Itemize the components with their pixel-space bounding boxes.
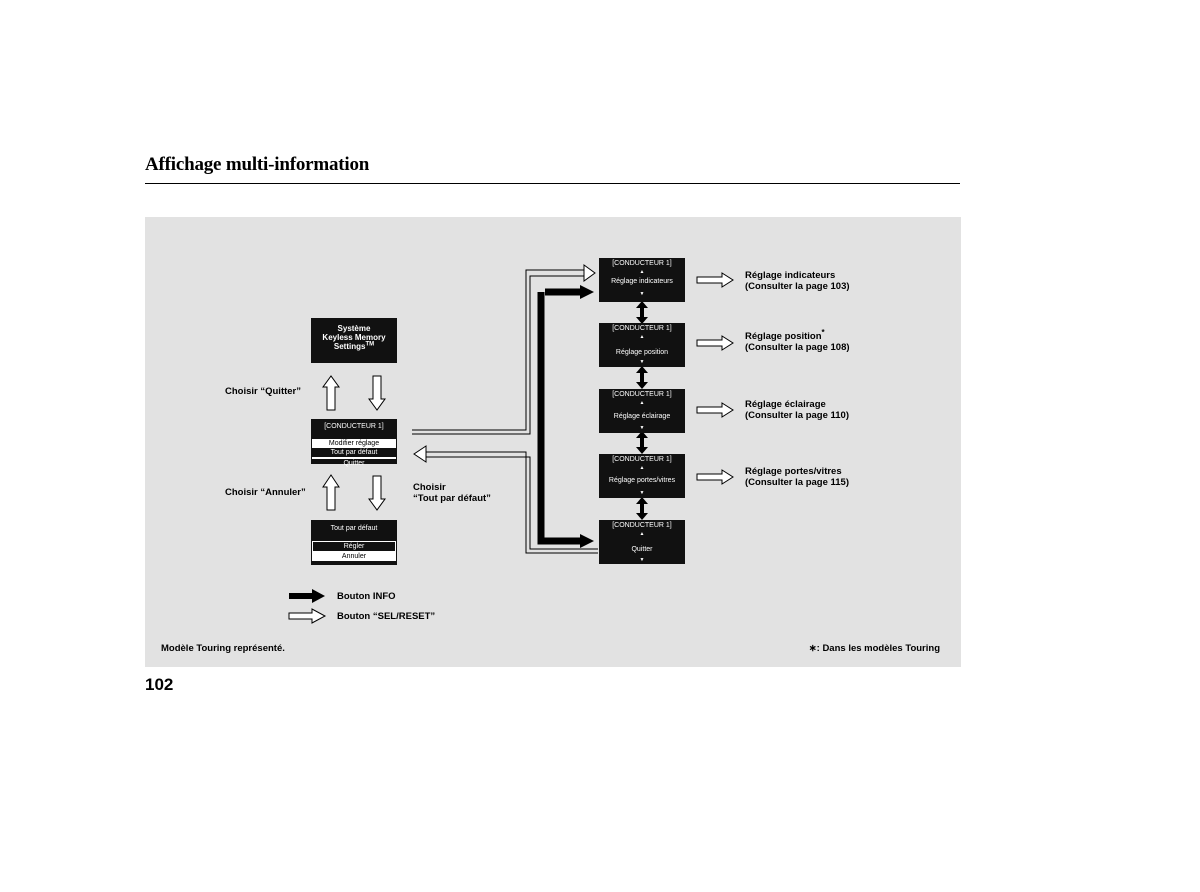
menu-screen-header: [CONDUCTEUR 1] — [612, 456, 672, 463]
down-arrow-keyless-icon — [369, 376, 385, 410]
menu-option-modify: Modifier réglage — [312, 439, 396, 448]
down-icon: ▼ — [639, 557, 645, 563]
menu-screen-indicators — [599, 258, 685, 302]
label-choose-default — [413, 482, 491, 504]
page-title: Affichage multi-information — [145, 154, 370, 175]
down-icon: ▼ — [639, 291, 645, 297]
up-icon: ▲ — [639, 269, 645, 275]
result-title: Réglage indicateurs — [745, 270, 836, 281]
down-arrow-reset-icon — [369, 476, 385, 510]
legend-info-arrow-icon — [289, 589, 325, 603]
label-choose-default-line2: “Tout par défaut” — [413, 493, 491, 504]
up-icon: ▲ — [639, 334, 645, 340]
result-indicators — [745, 270, 850, 292]
result-page-ref: (Consulter la page 103) — [745, 281, 850, 292]
footnote-touring: ∗: Dans les modèles Touring — [808, 643, 940, 654]
label-choose-cancel: Choisir “Annuler” — [225, 487, 306, 498]
result-title: Réglage éclairage — [745, 399, 826, 410]
down-icon: ▼ — [639, 425, 645, 431]
info-loop-icon — [541, 285, 594, 548]
label-choose-default-line1: Choisir — [413, 482, 446, 493]
main-screen-header: [CONDUCTEUR 1] — [324, 423, 384, 430]
footnote-model: Modèle Touring représenté. — [161, 643, 285, 654]
result-page-ref: (Consulter la page 110) — [745, 410, 850, 421]
menu-screen-header: [CONDUCTEUR 1] — [612, 522, 672, 529]
result-title: Réglage portes/vitres — [745, 466, 842, 477]
legend-info-label: Bouton INFO — [337, 591, 396, 602]
label-choose-quit: Choisir “Quitter” — [225, 386, 302, 397]
reset-option-cancel: Annuler — [312, 552, 396, 561]
page-number: 102 — [145, 675, 174, 694]
up-arrow-quit-icon — [323, 376, 339, 410]
result-page-ref: (Consulter la page 115) — [745, 477, 850, 488]
keyless-line2: Keyless Memory — [322, 333, 386, 342]
menu-screen-header: [CONDUCTEUR 1] — [612, 391, 672, 398]
keyless-screen — [311, 318, 397, 363]
menu-screen-label: Quitter — [631, 546, 653, 553]
reset-option-set: Régler — [312, 541, 396, 552]
menu-option-quit: Quitter — [312, 458, 396, 468]
touring-asterisk: * — [821, 327, 825, 337]
menu-screen-label: Réglage indicateurs — [611, 278, 673, 285]
menu-screen-quit — [599, 520, 685, 564]
menu-screen-header: [CONDUCTEUR 1] — [612, 325, 672, 332]
up-icon: ▲ — [639, 531, 645, 537]
menu-option-default: Tout par défaut — [312, 448, 396, 458]
menu-screen-position — [599, 323, 685, 367]
legend-sel-label: Bouton “SEL/RESET” — [337, 611, 436, 622]
menu-screen-doors — [599, 454, 685, 498]
main-screen — [311, 419, 397, 467]
down-icon: ▼ — [639, 490, 645, 496]
menu-screen-label: Réglage éclairage — [613, 413, 671, 420]
result-arrows — [697, 273, 733, 484]
trademark: TM — [365, 341, 375, 348]
result-position — [745, 327, 850, 353]
up-icon: ▲ — [639, 465, 645, 471]
menu-screen-header: [CONDUCTEUR 1] — [612, 260, 672, 267]
result-lighting — [745, 399, 849, 421]
up-arrow-cancel-icon — [323, 475, 339, 510]
result-title: Réglage position — [745, 331, 822, 342]
menu-screen-lighting — [599, 389, 685, 433]
down-icon: ▼ — [639, 359, 645, 365]
keyless-line3: Settings — [333, 342, 366, 351]
up-icon: ▲ — [639, 400, 645, 406]
legend-sel-arrow-icon — [289, 609, 325, 623]
result-doors — [745, 466, 849, 488]
reset-screen-header: Tout par défaut — [330, 525, 378, 532]
menu-screen-label: Réglage position — [615, 349, 669, 356]
keyless-line1: Système — [337, 324, 371, 333]
reset-screen — [311, 520, 397, 565]
menu-screen-label: Réglage portes/vitres — [608, 477, 676, 484]
result-page-ref: (Consulter la page 108) — [745, 342, 850, 353]
